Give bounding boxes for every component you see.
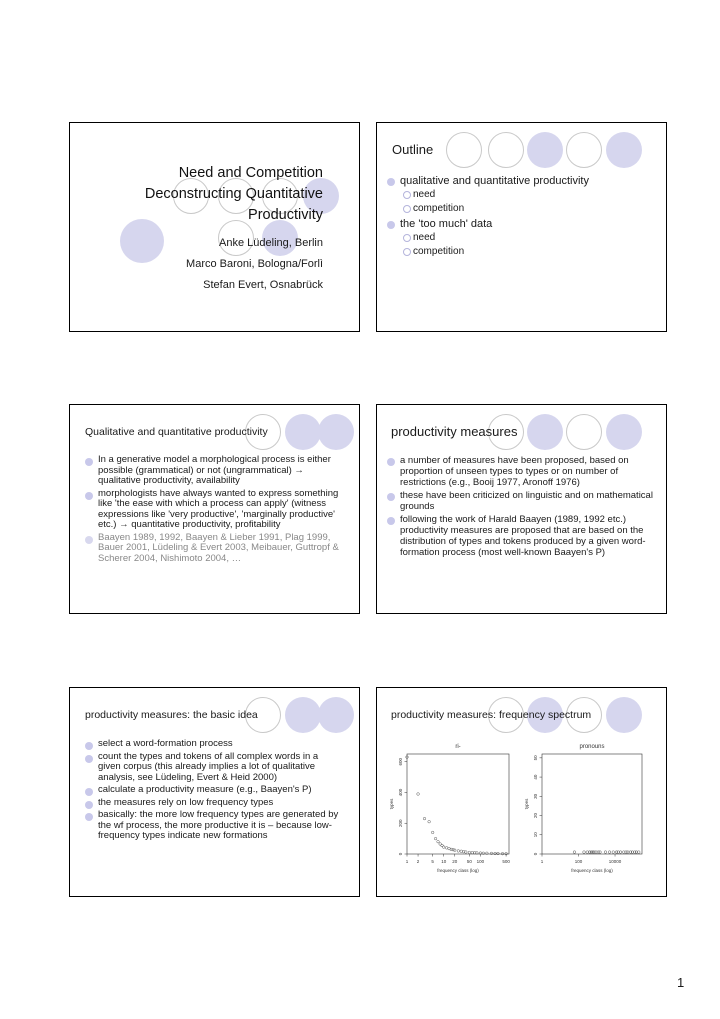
data-point [583, 851, 586, 854]
decor-circle [318, 697, 354, 733]
data-point [437, 840, 440, 843]
slide-outline [376, 122, 667, 332]
x-axis-label: frequency class (log) [437, 868, 479, 873]
decor-circle [446, 132, 482, 168]
x-tick-label: 5 [431, 859, 434, 864]
page-number: 1 [677, 975, 685, 990]
y-axis-label: types [524, 798, 529, 810]
decor-circle [606, 414, 642, 450]
x-axis-label: frequency class (log) [571, 868, 613, 873]
y-tick-label: 40 [533, 774, 538, 780]
y-tick-label: 400 [398, 788, 403, 797]
decor-circle [285, 414, 321, 450]
y-tick-label: 20 [533, 813, 538, 819]
outline-list [387, 175, 657, 260]
outline-item: qualitative and quantitative productivity [387, 175, 657, 187]
plot-frame [542, 754, 642, 854]
decor-circle [606, 132, 642, 168]
title-block [145, 163, 323, 226]
decor-circle [285, 697, 321, 733]
data-point [442, 846, 445, 849]
data-point [445, 847, 448, 850]
slide-productivity-measures [376, 404, 667, 614]
title-line: Productivity [248, 207, 323, 223]
outline-subitem: need [403, 232, 657, 243]
author: Stefan Evert, Osnabrück [203, 279, 323, 291]
bullet: In a generative model a morphological process is either possible (grammatical) or not (ungrammatical) → qualitative productivity, availability [85, 455, 340, 487]
chart-title: ri- [455, 744, 461, 750]
outline-subitem: need [403, 189, 657, 200]
y-tick-label: 50 [533, 755, 538, 761]
data-point [423, 817, 426, 820]
outline-subitem: competition [403, 246, 657, 257]
bullet-list [387, 455, 655, 558]
slide-title: productivity measures: the basic idea [85, 709, 258, 721]
slide-title [69, 122, 360, 332]
x-tick-label: 2 [416, 859, 420, 864]
bullet: these have been criticized on linguistic and on mathematical grounds [387, 490, 655, 512]
decor-circle [527, 132, 563, 168]
bullet: a number of measures have been proposed, based on proportion of unseen types to types or on number of restrictions (e.g., Booij 1977, Aronoff 1976) [387, 455, 655, 488]
x-tick-label: 10000 [608, 859, 622, 864]
slide-frequency-spectrum [376, 687, 667, 897]
data-point [431, 831, 434, 834]
decor-circle [566, 132, 602, 168]
data-point [441, 844, 444, 847]
y-axis-label: types [389, 798, 394, 810]
data-point [434, 837, 437, 840]
data-point [468, 851, 471, 854]
x-tick-label: 1 [405, 859, 409, 864]
bullet-list [85, 455, 340, 564]
decor-circle [488, 132, 524, 168]
x-tick-label: 1 [540, 859, 544, 864]
data-point [428, 820, 431, 823]
slide-basic-idea [69, 687, 360, 897]
author: Marco Baroni, Bologna/Forlì [186, 258, 323, 270]
y-tick-label: 10 [533, 832, 538, 838]
slide-title: productivity measures [391, 424, 518, 439]
data-point [608, 851, 611, 854]
data-point [453, 849, 456, 852]
x-tick-label: 50 [466, 859, 472, 864]
plot-frame [407, 754, 509, 854]
x-tick-label: 20 [452, 859, 458, 864]
bullet: calculate a productivity measure (e.g., Baayen's P) [85, 785, 340, 796]
y-tick-label: 30 [533, 793, 538, 799]
y-tick-label: 200 [398, 819, 403, 827]
data-point [471, 851, 474, 854]
data-point [573, 851, 576, 854]
data-point [604, 851, 607, 854]
bullet-list [85, 739, 340, 842]
x-tick-label: 500 [502, 859, 510, 864]
data-point [612, 851, 615, 854]
y-tick-label: 600 [398, 757, 403, 766]
y-tick-label: 0 [533, 852, 538, 856]
data-point [460, 850, 463, 853]
data-point [626, 851, 629, 854]
authors-block [186, 233, 323, 296]
slide-qualitative [69, 404, 360, 614]
author: Anke Lüdeling, Berlin [219, 237, 323, 249]
slide-title: Outline [392, 142, 434, 157]
chart-title: pronouns [579, 744, 605, 750]
slide-title: productivity measures: frequency spectrum [391, 709, 592, 721]
data-point [501, 852, 504, 855]
data-point [599, 851, 602, 854]
bullet: basically: the more low frequency types are generated by the wf process, the more productive it is – because low-frequency types indicate new formations [85, 810, 340, 842]
x-tick-label: 100 [574, 859, 583, 864]
title-line: Deconstructing Quantitative [144, 186, 323, 202]
data-point [457, 850, 460, 853]
x-tick-label: 100 [476, 859, 485, 864]
bullet: following the work of Harald Baayen (1989, 1992 etc.) productivity measures are proposed that are based on the distribution of types and tokens produced by a given word-formation process (most well-known Baayen's P) [387, 514, 655, 558]
bullet: select a word-formation process [85, 739, 340, 750]
data-point [452, 848, 455, 851]
slide-title: Qualitative and quantitative productivity [85, 426, 268, 438]
y-tick-label: 0 [398, 852, 403, 856]
title-line: Need and Competition [178, 165, 323, 181]
decor-circle [318, 414, 354, 450]
data-point [497, 852, 500, 855]
outline-subitem: competition [403, 203, 657, 214]
bullet: morphologists have always wanted to express something like 'the ease with which a process can apply' (witness expressions like 'very productive', 'marginally productive' etc.) → quantitative productivity, profitability [85, 489, 340, 531]
outline-item: the 'too much' data [387, 218, 657, 230]
x-tick-label: 10 [441, 859, 447, 864]
data-point [417, 793, 420, 796]
decor-circle [606, 697, 642, 733]
data-point [494, 852, 497, 855]
bullet-references: Baayen 1989, 1992, Baayen & Lieber 1991, Plag 1999, Bauer 2001, Lüdeling & Evert 2003, Meibauer, Guttropf & Scherer 2004, Nishimoto 2004, … [85, 533, 340, 565]
frequency-spectrum-charts [377, 736, 666, 896]
decor-circle [527, 414, 563, 450]
bullet: count the types and tokens of all complex words in a given corpus (this already implies a lot of qualitative analysis, see Lüdeling, Evert & Heid 2000) [85, 752, 340, 784]
decor-circle [566, 414, 602, 450]
bullet: the measures rely on low frequency types [85, 798, 340, 809]
